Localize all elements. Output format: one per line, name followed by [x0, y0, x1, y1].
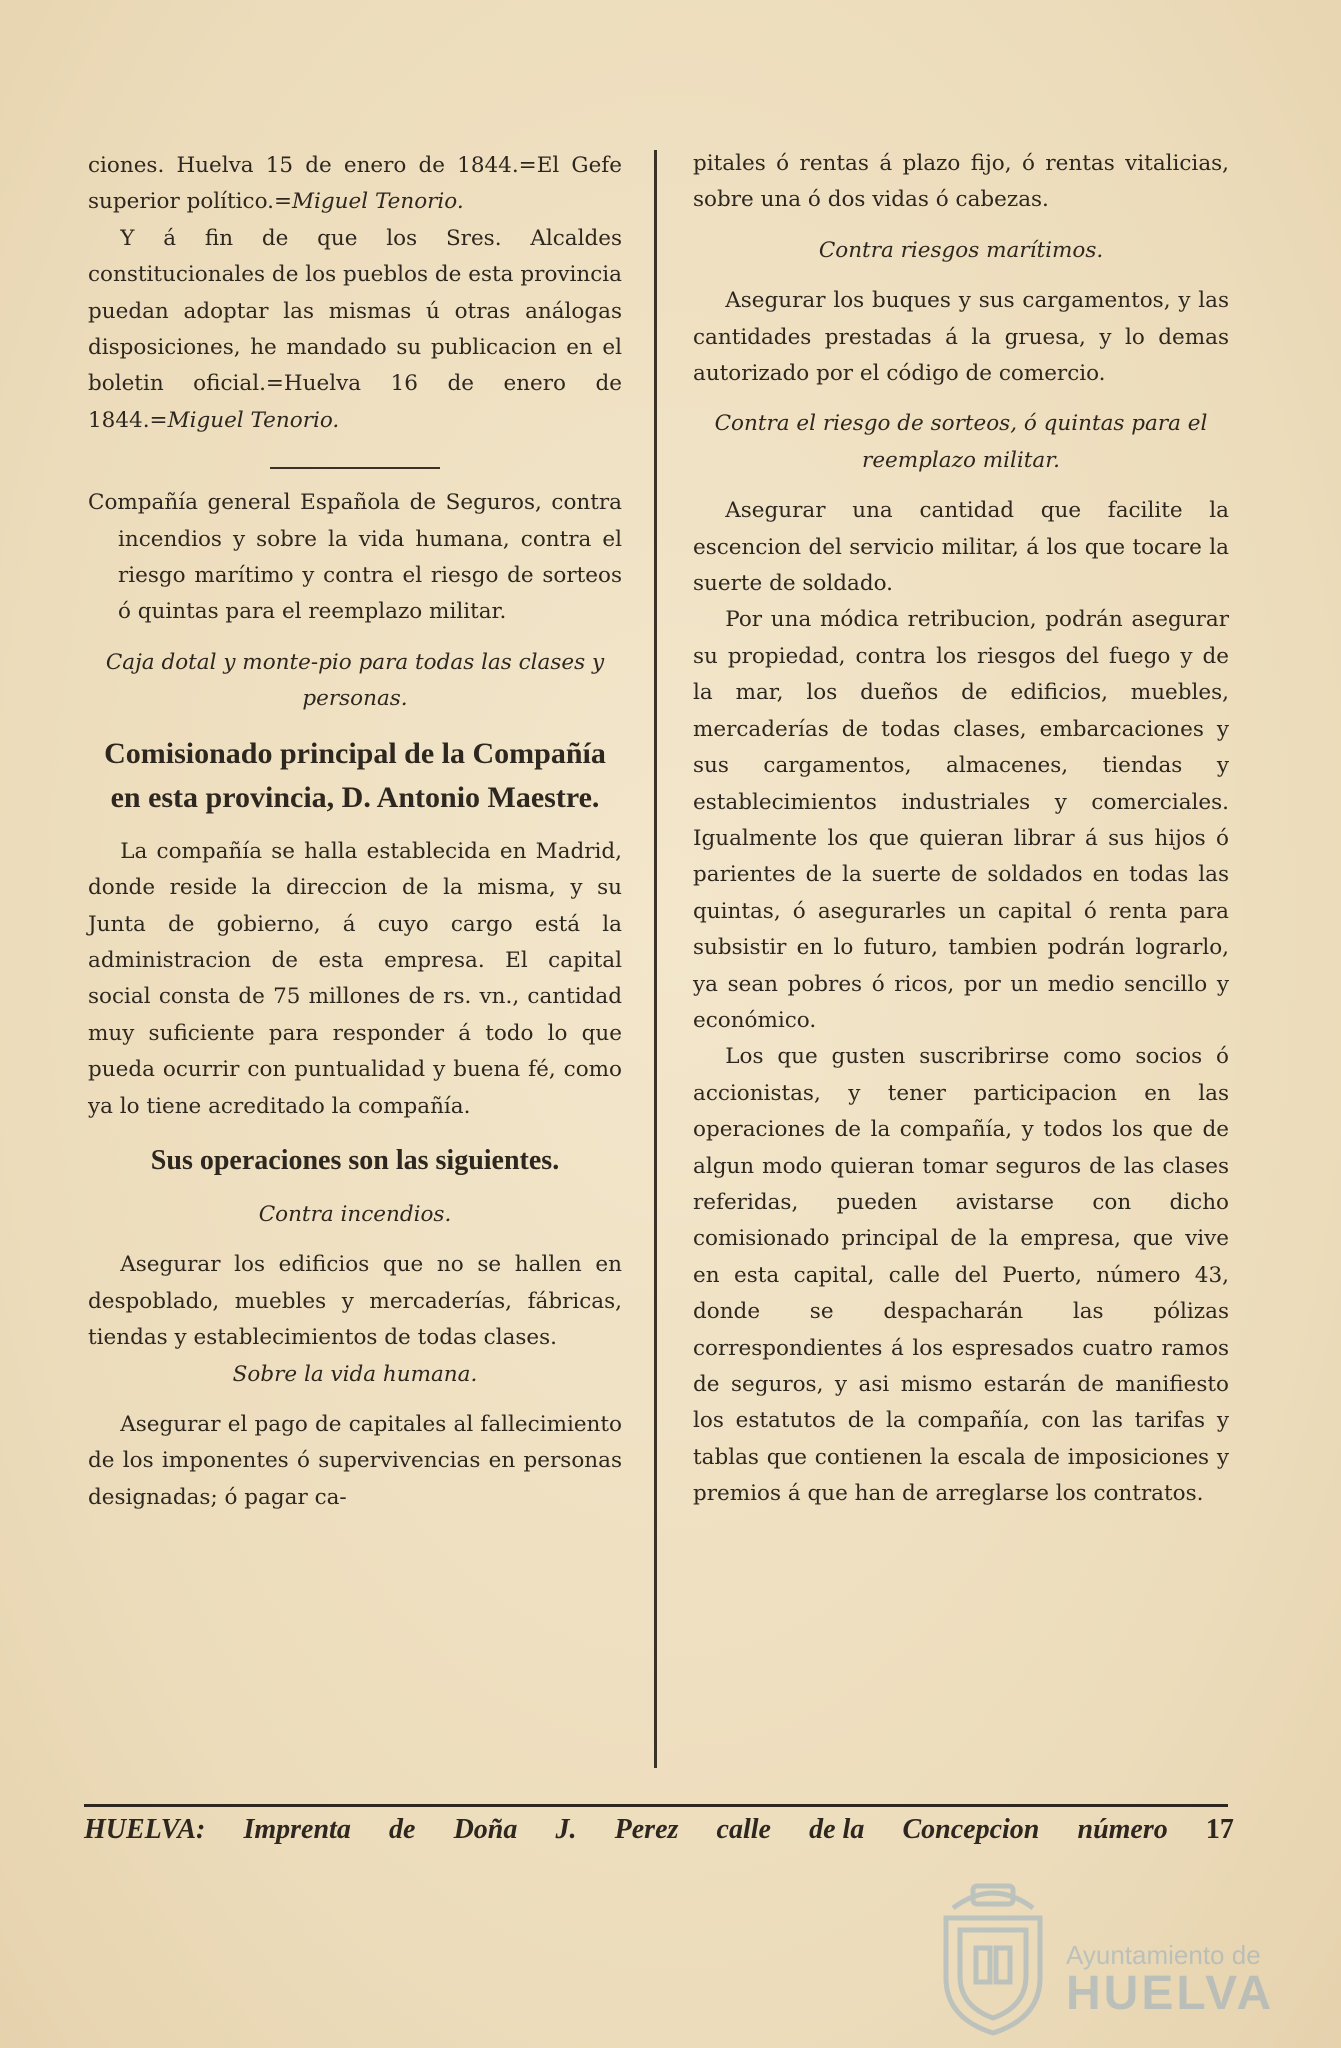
right-column [693, 146, 1229, 1513]
company-title: Compañía general Española de Seguros, contra incendios y sobre la vida humana, contra el riesgo marítimo y contra el riesgo de sorteos ó quintas para el reemplazo militar. [88, 490, 622, 625]
footer-word: de la [809, 1814, 865, 1845]
right-p1: pitales ó rentas á plazo fijo, ó rentas vitalicias, sobre una ó dos vidas ó cabezas. [693, 151, 1229, 213]
spacer [88, 820, 622, 834]
spacer [693, 269, 1229, 283]
right-p5: Los que gusten suscribrirse como socios ó accionistas, y tener participacion en las operaciones de la compañía, y todos los que de algun modo quieran tomar seguros de las clases referidas, pueden avistarse con dicho comisionado principal de la empresa, que vive en esta capital, calle del Puerto, número 43, donde se despacharán las pólizas correspondientes á los espresados cuatro ramos de seguros, y asi mismo estarán de manifiesto los estatutos de la compañía, con las tarifas y tablas que contienen la escala de imposiciones y premios á que han de arreglarse los contratos. [693, 1044, 1229, 1507]
left-p1-signature: Miguel Tenorio. [292, 189, 464, 215]
section-rule [270, 467, 440, 469]
column-divider [654, 150, 657, 1768]
caja-dotal-heading: Caja dotal y monte-pio para todas las clases y personas. [105, 649, 605, 712]
left-p4: Asegurar los edificios que no se hallen en despoblado, muebles y mercaderías, fábricas, tiendas y establecimientos de todas clases. [88, 1252, 622, 1351]
spacer [88, 1393, 622, 1407]
operaciones-heading: Sus operaciones son las siguientes. [150, 1144, 560, 1176]
spacer [693, 479, 1229, 493]
footer-word: Imprenta [243, 1814, 351, 1845]
spacer [88, 1183, 622, 1197]
right-p2: Asegurar los buques y sus cargamentos, y las cantidades prestadas á la gruesa, y lo demas autorizado por el código de comercio. [693, 288, 1229, 387]
spacer [88, 631, 622, 645]
coat-of-arms-icon [928, 1868, 1058, 2038]
spacer [88, 1125, 622, 1139]
spacer [88, 1233, 622, 1247]
footer-word: número [1077, 1814, 1168, 1845]
right-p3: Asegurar una cantidad que facilite la escencion del servicio militar, á los que tocare la suerte de soldado. [693, 498, 1229, 597]
footer-word: J. [555, 1814, 577, 1845]
left-column [88, 148, 622, 1516]
spacer [693, 219, 1229, 233]
page-number: 17 [1205, 1814, 1234, 1845]
footer-word: Concepcion [902, 1814, 1040, 1845]
watermark-logo [928, 1868, 1275, 2038]
sorteos-heading: Contra el riesgo de sorteos, ó quintas para el reemplazo militar. [714, 411, 1208, 473]
vida-heading: Sobre la vida humana. [232, 1361, 478, 1387]
left-p1 [88, 148, 622, 221]
incendios-heading: Contra incendios. [258, 1201, 452, 1227]
left-p2 [88, 221, 622, 439]
footer-rule [84, 1804, 1228, 1807]
footer-word: calle [716, 1814, 771, 1845]
footer-imprint [84, 1808, 1234, 1852]
left-p5: Asegurar el pago de capitales al fallecimiento de los imponentes ó supervivencias en personas designadas; ó pagar ca- [88, 1411, 622, 1510]
footer-word: Doña [453, 1814, 518, 1845]
right-p4: Por una módica retribucion, podrán asegurar su propiedad, contra los riesgos del fuego y de la mar, los dueños de edificios, muebles, mercaderías de todas clases, embarcaciones y sus cargamentos, almacenes, tiendas y establecimientos industriales y comerciales. Igualmente los que quieran librar á sus hijos ó parientes de la suerte de soldados en todas las quintas, ó asegurarles un capital ó renta para subsistir en lo futuro, tambien podrán lograrlo, ya sean pobres ó ricos, por un medio sencillo y económico. [693, 607, 1229, 1033]
footer-city: HUELVA: [84, 1814, 206, 1845]
left-p3: La compañía se halla establecida en Madrid, donde reside la direccion de la misma, y su Junta de gobierno, á cuyo cargo está la administracion de esta empresa. El capital social consta de 75 millones de rs. vn., cantidad muy suficiente para responder á todo lo que pueda ocurrir con puntualidad y buena fé, como ya lo tiene acreditado la compañía. [88, 838, 622, 1119]
left-p2-text: Y á fin de que los Sres. Alcaldes constitucionales de los pueblos de esta provincia puedan adoptar las mismas ú otras análogas disposiciones, he mandado su publicacion en el boletin oficial.=Huelva 16 de enero de 1844.= [88, 225, 622, 433]
left-p1-text: ciones. Huelva 15 de enero de 1844.=El Gefe superior político.= [88, 153, 622, 215]
footer-word: de [388, 1814, 416, 1845]
spacer [88, 718, 622, 732]
comisionado-heading: Comisionado principal de la Compañía en esta provincia, D. Antonio Maestre. [104, 736, 606, 814]
left-p2-signature: Miguel Tenorio. [167, 407, 340, 433]
maritimos-heading: Contra riesgos marítimos. [818, 237, 1104, 263]
watermark-line2: HUELVA [1066, 1967, 1275, 2020]
footer-word: Perez [614, 1814, 679, 1845]
watermark-line1: Ayuntamiento de [1066, 1940, 1261, 1970]
spacer [693, 392, 1229, 406]
